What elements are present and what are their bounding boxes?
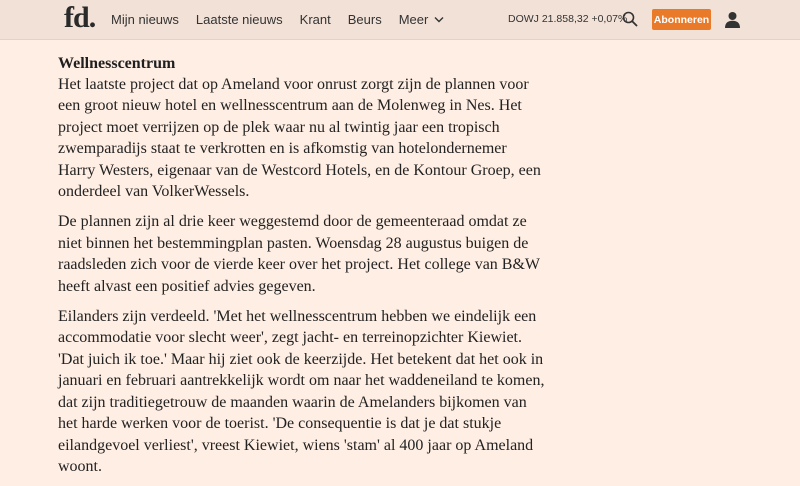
nav-beurs[interactable]: Beurs xyxy=(347,12,382,27)
nav-meer-label: Meer xyxy=(398,12,429,27)
nav-krant[interactable]: Krant xyxy=(299,12,331,27)
logo-dot: . xyxy=(88,1,96,34)
dow-jones-ticker[interactable]: DOWJ 21.858,32 +0,07% xyxy=(508,13,628,25)
article-body xyxy=(58,54,548,486)
section-heading: Wellnesscentrum xyxy=(58,55,176,72)
article-paragraph-1: Het laatste project dat op Ameland voor onrust zorgt zijn de plannen voor een groot nieuw hotel en wellnesscentrum aan de Molenweg in Nes. Het project moet verrijzen op de plek waar nu al twintig jaar een tropisch zwemparadijs staat te verkrotten en is afkomstig van hotelondernemer Harry Westers, eigenaar van de Westcord Hotels, en de Kontour Groep, een onderdeel van VolkerWessels. xyxy=(58,76,541,201)
nav-meer[interactable] xyxy=(399,12,445,27)
subscribe-button[interactable]: Abonneren xyxy=(652,9,711,30)
fd-logo[interactable] xyxy=(64,3,95,33)
nav-mijn-nieuws[interactable]: Mijn nieuws xyxy=(111,12,179,27)
search-icon[interactable] xyxy=(622,11,638,27)
top-navigation-bar xyxy=(0,0,800,40)
user-icon[interactable] xyxy=(724,11,741,28)
nav-laatste-nieuws[interactable]: Laatste nieuws xyxy=(195,12,283,27)
article-paragraph-3: Eilanders zijn verdeeld. 'Met het wellnesscentrum hebben we eindelijk een accommodatie voor slecht weer', zegt jacht- en terreinopzichter Kiewiet. 'Dat juich ik toe.' Maar hij ziet ook de keerzijde. Het betekent dat het ook in januari en februari aantrekkelijk wordt om naar het waddeneiland te komen, dat zijn traditiegetrouw de maanden waarin de Amelanders bijkomen van het harde werken voor de toerist. 'De consequentie is dat je dat stukje eilandgevoel verliest', vreest Kiewiet, wiens 'stam' al 400 jaar op Ameland woont. xyxy=(58,308,545,475)
article-paragraph-2: De plannen zijn al drie keer weggestemd door de gemeenteraad omdat ze niet binnen het bestemmingplan pasten. Woensdag 28 augustus buigen de raadsleden zich voor de vierde keer over het project. Het college van B&W heeft alvast een positief advies gegeven. xyxy=(58,213,540,295)
chevron-down-icon xyxy=(434,16,444,23)
main-nav xyxy=(111,0,461,39)
logo-text: fd xyxy=(64,1,89,34)
